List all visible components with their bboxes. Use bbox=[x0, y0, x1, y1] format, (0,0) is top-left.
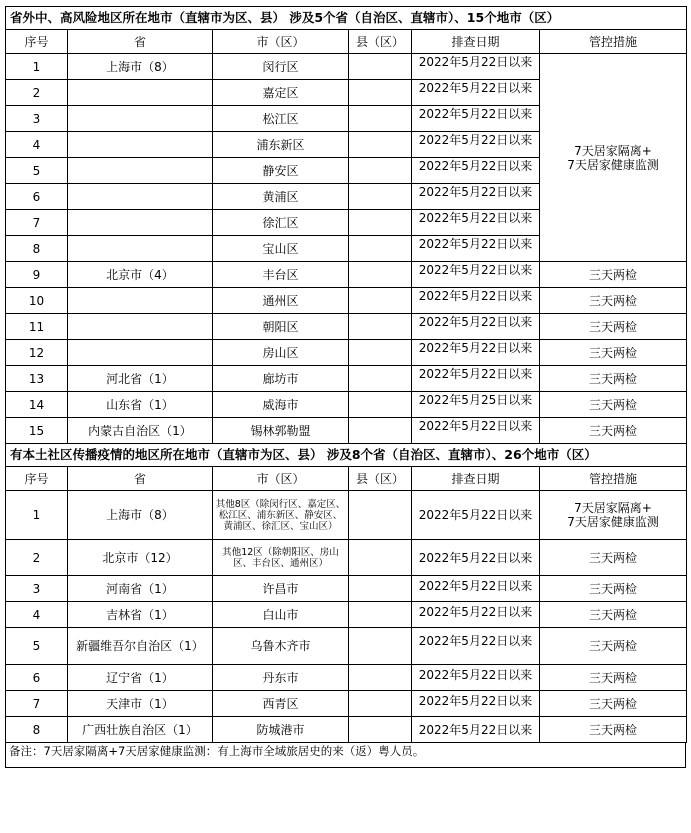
row-measure-shanghai bbox=[540, 54, 687, 262]
row-number: 5 bbox=[6, 158, 68, 184]
row-province: 北京市（4） bbox=[68, 262, 213, 288]
table-row bbox=[6, 665, 687, 691]
table-row bbox=[6, 717, 687, 743]
row-date-text: 2022年5月22日以来 bbox=[418, 578, 533, 593]
row-date-text: 2022年5月22日以来 bbox=[418, 340, 533, 355]
row-county bbox=[349, 491, 412, 540]
row-date bbox=[412, 540, 540, 576]
row-number: 2 bbox=[6, 540, 68, 576]
row-date bbox=[412, 158, 540, 184]
table-row bbox=[6, 340, 687, 366]
row-city: 防城港市 bbox=[213, 717, 349, 743]
row-date bbox=[412, 691, 540, 717]
row-number: 1 bbox=[6, 54, 68, 80]
row-city: 锡林郭勒盟 bbox=[213, 418, 349, 444]
row-city: 嘉定区 bbox=[213, 80, 349, 106]
row-city: 丰台区 bbox=[213, 262, 349, 288]
row-province bbox=[68, 288, 213, 314]
document bbox=[5, 6, 686, 768]
row-measure: 三天两检 bbox=[540, 314, 687, 340]
row-city: 其他8区（除闵行区、嘉定区、松江区、浦东新区、静安区、黄浦区、徐汇区、宝山区） bbox=[213, 491, 349, 540]
row-number: 1 bbox=[6, 491, 68, 540]
header-city: 市（区） bbox=[213, 467, 349, 491]
row-province bbox=[68, 80, 213, 106]
table-row bbox=[6, 576, 687, 602]
row-county bbox=[349, 602, 412, 628]
row-province: 上海市（8） bbox=[68, 491, 213, 540]
row-date-text: 2022年5月22日以来 bbox=[418, 80, 533, 95]
row-date bbox=[412, 340, 540, 366]
row-measure: 三天两检 bbox=[540, 602, 687, 628]
row-city: 威海市 bbox=[213, 392, 349, 418]
row-measure: 三天两检 bbox=[540, 691, 687, 717]
row-number: 12 bbox=[6, 340, 68, 366]
footnote: 备注：7天居家隔离+7天居家健康监测：有上海市全域旅居史的来（返）粤人员。 bbox=[5, 743, 686, 768]
table-row bbox=[6, 54, 687, 80]
table-row bbox=[6, 691, 687, 717]
control-table bbox=[5, 6, 687, 743]
row-date-text: 2022年5月22日以来 bbox=[418, 667, 533, 682]
row-date-text: 2022年5月22日以来 bbox=[418, 158, 533, 173]
header-province: 省 bbox=[68, 467, 213, 491]
row-date bbox=[412, 132, 540, 158]
row-county bbox=[349, 540, 412, 576]
row-number: 7 bbox=[6, 210, 68, 236]
row-date-text: 2022年5月22日以来 bbox=[418, 693, 533, 708]
row-county bbox=[349, 418, 412, 444]
table-row bbox=[6, 392, 687, 418]
row-number: 7 bbox=[6, 691, 68, 717]
row-number: 3 bbox=[6, 106, 68, 132]
row-date bbox=[412, 366, 540, 392]
row-county bbox=[349, 392, 412, 418]
row-measure: 三天两检 bbox=[540, 418, 687, 444]
row-date bbox=[412, 80, 540, 106]
row-measure: 三天两检 bbox=[540, 288, 687, 314]
row-date bbox=[412, 184, 540, 210]
row-county bbox=[349, 184, 412, 210]
header-measure: 管控措施 bbox=[540, 30, 687, 54]
header-measure: 管控措施 bbox=[540, 467, 687, 491]
row-date-text: 2022年5月22日以来 bbox=[418, 418, 533, 433]
row-date-text: 2022年5月22日以来 bbox=[418, 288, 533, 303]
row-date-text: 2022年5月22日以来 bbox=[418, 54, 533, 69]
row-county bbox=[349, 132, 412, 158]
row-number: 5 bbox=[6, 628, 68, 665]
row-date-text: 2022年5月22日以来 bbox=[418, 262, 533, 277]
row-province: 吉林省（1） bbox=[68, 602, 213, 628]
row-number: 3 bbox=[6, 576, 68, 602]
row-date bbox=[412, 418, 540, 444]
row-measure: 三天两检 bbox=[540, 628, 687, 665]
row-date bbox=[412, 576, 540, 602]
header-province: 省 bbox=[68, 30, 213, 54]
row-county bbox=[349, 288, 412, 314]
row-city: 房山区 bbox=[213, 340, 349, 366]
row-county bbox=[349, 366, 412, 392]
row-date bbox=[412, 665, 540, 691]
table-row bbox=[6, 628, 687, 665]
table-row bbox=[6, 288, 687, 314]
row-county bbox=[349, 340, 412, 366]
row-province bbox=[68, 106, 213, 132]
row-measure: 三天两检 bbox=[540, 340, 687, 366]
row-date-text: 2022年5月22日以来 bbox=[418, 366, 533, 381]
row-date-text: 2022年5月22日以来 bbox=[418, 210, 533, 225]
header-date: 排查日期 bbox=[412, 30, 540, 54]
row-province: 上海市（8） bbox=[68, 54, 213, 80]
row-county bbox=[349, 262, 412, 288]
row-province: 广西壮族自治区（1） bbox=[68, 717, 213, 743]
table-row bbox=[6, 602, 687, 628]
table-row bbox=[6, 540, 687, 576]
row-province: 辽宁省（1） bbox=[68, 665, 213, 691]
row-number: 11 bbox=[6, 314, 68, 340]
row-province: 内蒙古自治区（1） bbox=[68, 418, 213, 444]
header-date: 排查日期 bbox=[412, 467, 540, 491]
row-city: 静安区 bbox=[213, 158, 349, 184]
row-city: 丹东市 bbox=[213, 665, 349, 691]
row-number: 8 bbox=[6, 236, 68, 262]
row-city: 浦东新区 bbox=[213, 132, 349, 158]
row-province: 山东省（1） bbox=[68, 392, 213, 418]
row-county bbox=[349, 314, 412, 340]
row-date-text: 2022年5月22日以来 bbox=[418, 132, 533, 147]
row-county bbox=[349, 54, 412, 80]
header-no: 序号 bbox=[6, 30, 68, 54]
section1-title: 省外中、高风险地区所在地市（直辖市为区、县） 涉及5个省（自治区、直辖市）、15个地市（区） bbox=[6, 7, 687, 30]
row-date bbox=[412, 628, 540, 665]
row-date-text: 2022年5月22日以来 bbox=[418, 634, 533, 648]
row-province bbox=[68, 158, 213, 184]
row-number: 14 bbox=[6, 392, 68, 418]
row-date bbox=[412, 717, 540, 743]
row-province bbox=[68, 210, 213, 236]
row-date-text: 2022年5月22日以来 bbox=[418, 184, 533, 199]
row-province: 河南省（1） bbox=[68, 576, 213, 602]
row-measure: 三天两检 bbox=[540, 576, 687, 602]
row-date-text: 2022年5月22日以来 bbox=[418, 314, 533, 329]
row-city: 徐汇区 bbox=[213, 210, 349, 236]
row-province bbox=[68, 184, 213, 210]
row-number: 10 bbox=[6, 288, 68, 314]
measure-line: 7天居家隔离+ bbox=[574, 501, 652, 515]
row-date bbox=[412, 106, 540, 132]
row-number: 6 bbox=[6, 665, 68, 691]
row-measure: 三天两检 bbox=[540, 717, 687, 743]
row-date-text: 2022年5月22日以来 bbox=[418, 604, 533, 619]
row-measure: 三天两检 bbox=[540, 262, 687, 288]
row-province: 河北省（1） bbox=[68, 366, 213, 392]
row-city: 乌鲁木齐市 bbox=[213, 628, 349, 665]
row-city: 闵行区 bbox=[213, 54, 349, 80]
row-date-text: 2022年5月22日以来 bbox=[418, 508, 533, 522]
row-province bbox=[68, 314, 213, 340]
row-county bbox=[349, 576, 412, 602]
row-date bbox=[412, 491, 540, 540]
row-date-text: 2022年5月22日以来 bbox=[418, 722, 533, 737]
row-city: 宝山区 bbox=[213, 236, 349, 262]
table-row bbox=[6, 418, 687, 444]
row-city: 松江区 bbox=[213, 106, 349, 132]
row-date bbox=[412, 392, 540, 418]
row-province bbox=[68, 340, 213, 366]
row-number: 6 bbox=[6, 184, 68, 210]
row-city: 通州区 bbox=[213, 288, 349, 314]
row-province: 新疆维吾尔自治区（1） bbox=[68, 628, 213, 665]
row-date bbox=[412, 236, 540, 262]
row-number: 8 bbox=[6, 717, 68, 743]
measure-line: 7天居家健康监测 bbox=[567, 515, 659, 529]
row-county bbox=[349, 717, 412, 743]
row-date bbox=[412, 314, 540, 340]
section2-title: 有本土社区传播疫情的地区所在地市（直辖市为区、县） 涉及8个省（自治区、直辖市）、26个地市（区） bbox=[6, 444, 687, 467]
row-measure: 三天两检 bbox=[540, 665, 687, 691]
row-number: 4 bbox=[6, 602, 68, 628]
row-city: 白山市 bbox=[213, 602, 349, 628]
measure-line: 7天居家隔离+ bbox=[574, 143, 652, 158]
row-province: 天津市（1） bbox=[68, 691, 213, 717]
row-city: 黄浦区 bbox=[213, 184, 349, 210]
row-city: 廊坊市 bbox=[213, 366, 349, 392]
row-county bbox=[349, 236, 412, 262]
row-county bbox=[349, 106, 412, 132]
table-row bbox=[6, 366, 687, 392]
row-measure: 三天两检 bbox=[540, 540, 687, 576]
section2-header-row bbox=[6, 467, 687, 491]
row-city: 许昌市 bbox=[213, 576, 349, 602]
measure-line: 7天居家健康监测 bbox=[567, 157, 659, 172]
row-province: 北京市（12） bbox=[68, 540, 213, 576]
row-date-text: 2022年5月25日以来 bbox=[418, 392, 533, 407]
header-county: 县（区） bbox=[349, 467, 412, 491]
row-date-text: 2022年5月22日以来 bbox=[418, 550, 533, 565]
row-county bbox=[349, 210, 412, 236]
row-date-text: 2022年5月22日以来 bbox=[418, 106, 533, 121]
row-number: 2 bbox=[6, 80, 68, 106]
row-date bbox=[412, 54, 540, 80]
row-date-text: 2022年5月22日以来 bbox=[418, 236, 533, 251]
row-number: 4 bbox=[6, 132, 68, 158]
row-county bbox=[349, 158, 412, 184]
row-province bbox=[68, 236, 213, 262]
row-measure bbox=[540, 491, 687, 540]
section1-header-row bbox=[6, 30, 687, 54]
row-date bbox=[412, 210, 540, 236]
row-county bbox=[349, 628, 412, 665]
row-city: 西青区 bbox=[213, 691, 349, 717]
row-date bbox=[412, 288, 540, 314]
row-date bbox=[412, 262, 540, 288]
row-measure: 三天两检 bbox=[540, 366, 687, 392]
table-row bbox=[6, 491, 687, 540]
row-county bbox=[349, 691, 412, 717]
row-county bbox=[349, 80, 412, 106]
row-number: 13 bbox=[6, 366, 68, 392]
row-city: 其他12区（除朝阳区、房山区、丰台区、通州区） bbox=[213, 540, 349, 576]
row-date bbox=[412, 602, 540, 628]
header-county: 县（区） bbox=[349, 30, 412, 54]
row-measure: 三天两检 bbox=[540, 392, 687, 418]
table-row bbox=[6, 262, 687, 288]
row-number: 9 bbox=[6, 262, 68, 288]
row-city: 朝阳区 bbox=[213, 314, 349, 340]
header-no: 序号 bbox=[6, 467, 68, 491]
table-row bbox=[6, 314, 687, 340]
header-city: 市（区） bbox=[213, 30, 349, 54]
row-county bbox=[349, 665, 412, 691]
row-province bbox=[68, 132, 213, 158]
row-number: 15 bbox=[6, 418, 68, 444]
